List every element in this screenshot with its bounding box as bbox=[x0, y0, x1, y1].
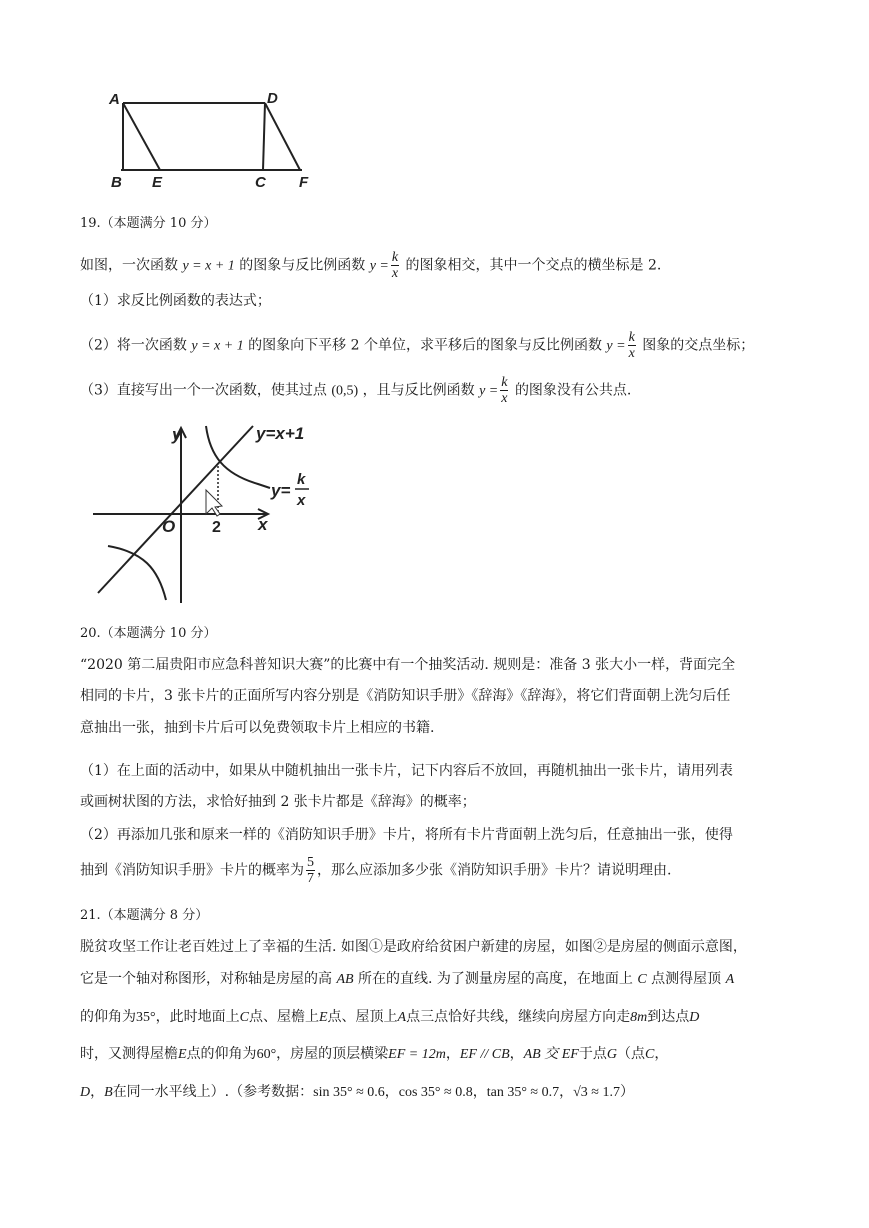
q21-line3: 的仰角为35°，此时地面上C点、屋檐上E点、屋顶上A点三点恰好共线，继续向房屋方向走8m到达点D bbox=[80, 1009, 700, 1025]
q20-line5: 或画树状图的方法，求恰好抽到 2 张卡片都是《辞海》的概率； bbox=[80, 794, 476, 810]
q21-line2: 它是一个轴对称图形，对称轴是房屋的高 AB 所在的直线. 为了测量房屋的高度，在地面上 C 点测得屋顶 A bbox=[80, 971, 735, 987]
q21-heading: 21.（本题满分 8 分） bbox=[80, 908, 209, 923]
curve-label: y= bbox=[271, 481, 291, 500]
q19-part2: （2）将一次函数 y = x + 1 的图象向下平移 2 个单位，求平移后的图象与反比例函数 y = $\frac{k}{x}$ 图象的交点坐标； bbox=[80, 330, 755, 361]
origin-label: O bbox=[162, 517, 176, 536]
function-graph bbox=[88, 418, 338, 608]
label-D: D bbox=[267, 90, 278, 107]
cursor-arrow-icon bbox=[206, 490, 222, 516]
label-F: F bbox=[299, 174, 309, 191]
q20-line3: 意抽出一张，抽到卡片后可以免费领取卡片上相应的书籍. bbox=[80, 720, 435, 736]
q21-line4: 时，又测得屋檐E点的仰角为60°，房屋的顶层横梁EF = 12m，EF // CB，AB 交 EF于点G（点C， bbox=[80, 1046, 669, 1062]
curve-label-k: k bbox=[297, 471, 306, 488]
q20-line1: “2020 第二届贵阳市应急科普知识大赛”的比赛中有一个抽奖活动. 规则是：准备 3 张大小一样，背面完全 bbox=[80, 657, 736, 673]
label-E: E bbox=[152, 174, 163, 191]
q21-line1: 脱贫攻坚工作让老百姓过上了幸福的生活. 如图①是政府给贫困户新建的房屋，如图②是房屋的侧面示意图， bbox=[80, 939, 747, 955]
q19-part1: （1）求反比例函数的表达式； bbox=[80, 293, 271, 309]
label-A: A bbox=[109, 91, 120, 108]
label-B: B bbox=[111, 174, 122, 191]
linear-function-line bbox=[98, 426, 253, 593]
q21-line5: D，B在同一水平线上）.（参考数据：sin 35° ≈ 0.6，cos 35° ≈ 0.8，tan 35° ≈ 0.7，√3 ≈ 1.7） bbox=[80, 1084, 634, 1100]
q19-intro: 如图，一次函数 y = x + 1 的图象与反比例函数 y = $\frac{k}{x}$ 的图象相交，其中一个交点的横坐标是 2. bbox=[80, 250, 662, 281]
q20-line7: 抽到《消防知识手册》卡片的概率为 $\frac{5}{7}$ ，那么应添加多少张《消防知识手册》卡片？请说明理由. bbox=[80, 855, 672, 886]
q20-line4: （1）在上面的活动中，如果从中随机抽出一张卡片，记下内容后不放回，再随机抽出一张卡片，请用列表 bbox=[80, 763, 733, 779]
y-axis-label: y bbox=[172, 425, 182, 444]
q20-line6: （2）再添加几张和原来一样的《消防知识手册》卡片，将所有卡片背面朝上洗匀后，任意抽出一张，使得 bbox=[80, 827, 733, 843]
trapezoid-figure bbox=[100, 86, 325, 194]
x-axis-label: x bbox=[258, 515, 268, 534]
q19-part3: （3）直接写出一个一次函数，使其过点 (0,5) ，且与反比例函数 y = $\frac{k}{x}$ 的图象没有公共点. bbox=[80, 375, 632, 406]
q20-heading: 20.（本题满分 10 分） bbox=[80, 626, 217, 641]
q19-heading: 19.（本题满分 10 分） bbox=[80, 216, 217, 231]
tick-label-2: 2 bbox=[212, 519, 221, 536]
line-label: y=x+1 bbox=[256, 424, 305, 443]
q20-line2: 相同的卡片，3 张卡片的正面所写内容分别是《消防知识手册》《辞海》《辞海》，将它们背面朝上洗匀后任 bbox=[80, 688, 731, 704]
label-C: C bbox=[255, 174, 266, 191]
curve-label-x: x bbox=[297, 492, 306, 509]
